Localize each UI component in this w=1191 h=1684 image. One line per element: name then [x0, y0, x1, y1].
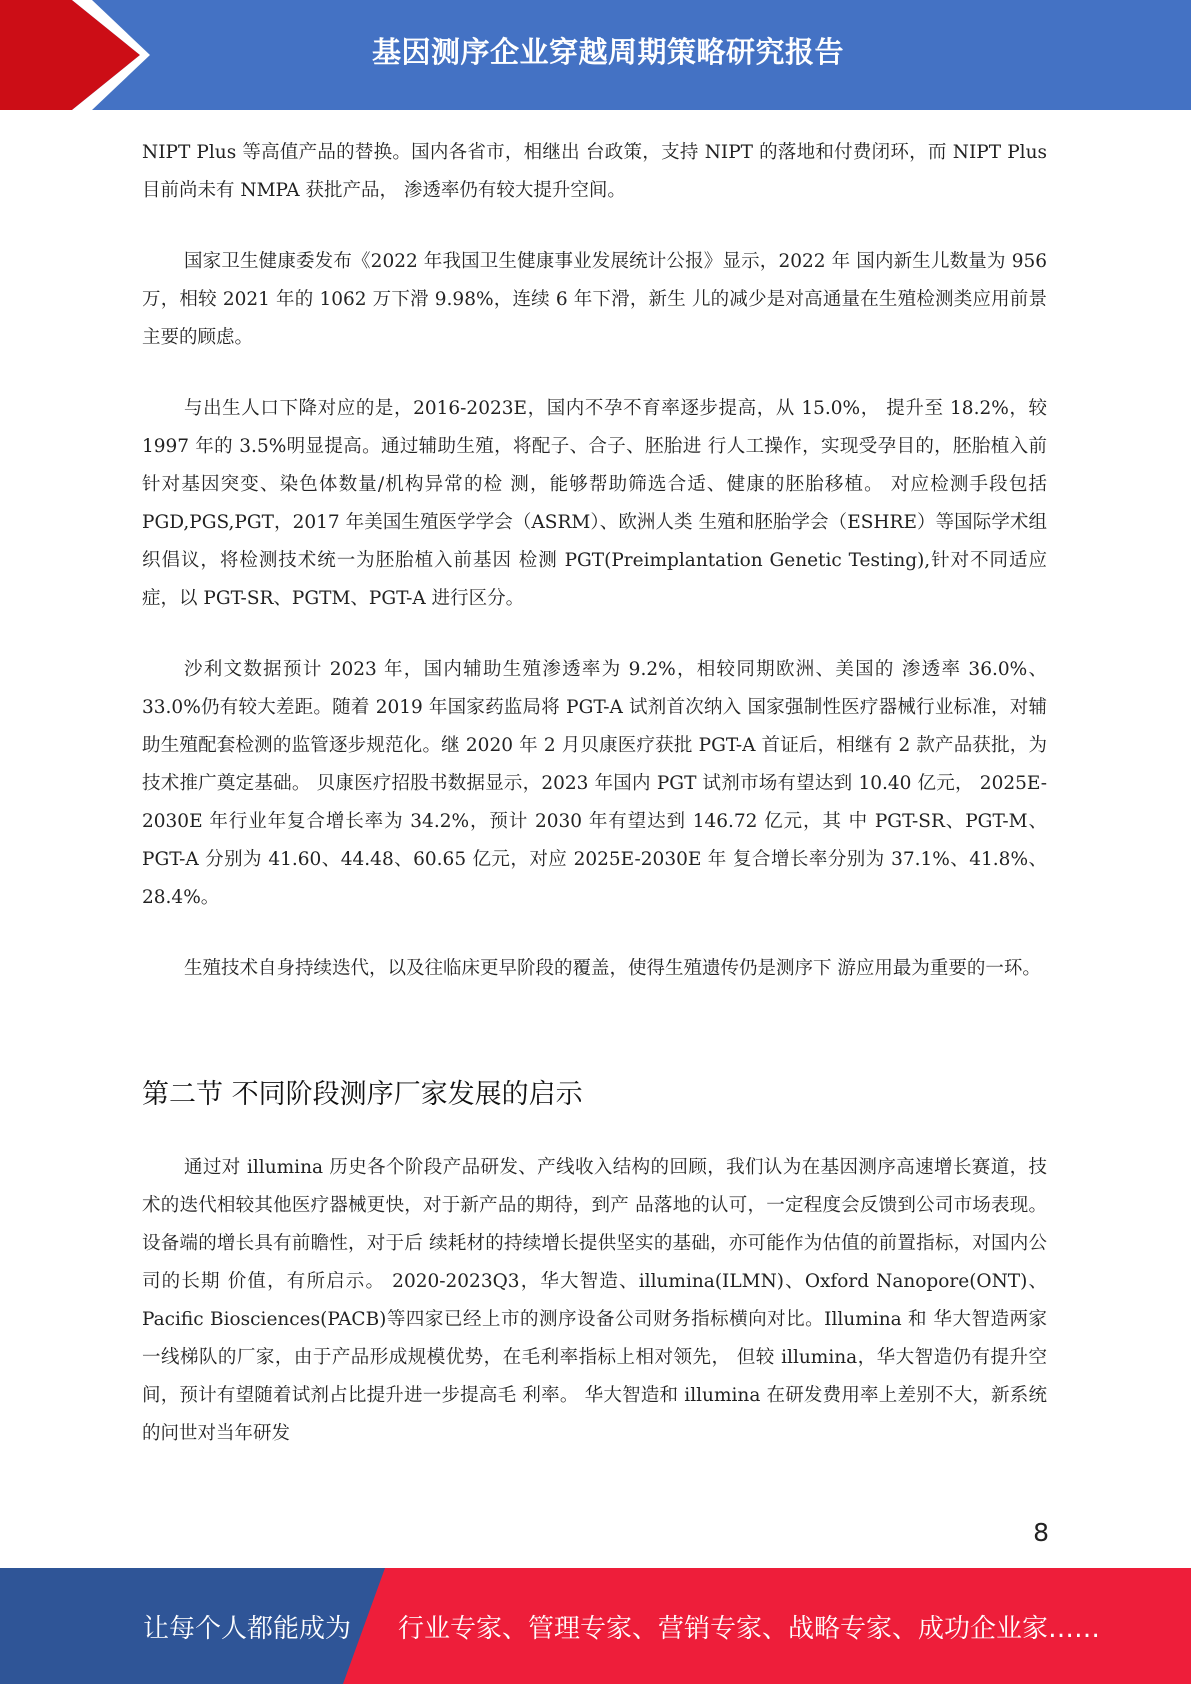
footer-slogan-right: 行业专家、管理专家、营销专家、战略专家、成功企业家…… [398, 1613, 1101, 1644]
footer-slogan-left: 让每个人都能成为 [143, 1613, 352, 1644]
document-body [142, 134, 1047, 1486]
paragraph-reproductive-tech: 生殖技术自身持续迭代，以及往临床更早阶段的覆盖，使得生殖遗传仍是测序下 游应用最为重要的一环。 [184, 958, 1041, 979]
report-title-text: 基因测序企业穿越周期策略研究报告 [371, 34, 844, 69]
section-heading: 第二节 不同阶段测序厂家发展的启示 [142, 1079, 583, 1110]
footer-banner [0, 1568, 1191, 1684]
page-number: 8 [1033, 1518, 1049, 1547]
paragraph-pgt-market: 沙利文数据预计 2023 年，国内辅助生殖渗透率为 9.2%，相较同期欧洲、美国的 渗透率 36.0%、33.0%仍有较大差距。随着 2019 年国家药监局将 PGT-A 试剂首次纳入 国家强制性医疗器械行业标准，对辅助生殖配套检测的监管逐步规范化。继 2020 年 2 月贝康医疗获批 PGT-A 首证后，相继有 2 款产品获批，为技术推广奠定基础。 贝康医疗招股书数据显示，2023 年国内 PGT 试剂市场有望达到 10.40 亿元， 2025E-2030E 年行业年复合增长率为 34.2%，预计 2030 年有望达到 146.72 亿元，其 中 PGT-SR、PGT-M、PGT-A 分别为 41.60、44.48、60.65 亿元，对应 2025E-2030E 年 复合增长率分别为 37.1%、41.8%、28.4%。 [142, 659, 1047, 908]
paragraph-newborn: 国家卫生健康委发布《2022 年我国卫生健康事业发展统计公报》显示，2022 年 国内新生儿数量为 956 万，相较 2021 年的 1062 万下滑 9.98%，连续 6 年下滑，新生 儿的减少是对高通量在生殖检测类应用前景主要的顾虑。 [142, 251, 1047, 348]
header-banner [0, 0, 1191, 110]
report-title [0, 0, 1191, 100]
paragraph-section-intro: 通过对 illumina 历史各个阶段产品研发、产线收入结构的回顾，我们认为在基因测序高速增长赛道，技术的迭代相较其他医疗器械更快，对于新产品的期待，到产 品落地的认可，一定程度会反馈到公司市场表现。设备端的增长具有前瞻性，对于后 续耗材的持续增长提供坚实的基础，亦可能作为估值的前置指标，对国内公司的长期 价值，有所启示。 2020-2023Q3，华大智造、illumina(ILMN)、Oxford Nanopore(ONT)、Pacific Biosciences(PACB)等四家已经上市的测序设备公司财务指标横向对比。Illumina 和 华大智造两家一线梯队的厂家，由于产品形成规模优势，在毛利率指标上相对领先， 但较 illumina，华大智造仍有提升空间，预计有望随着试剂占比提升进一步提高毛 利率。 华大智造和 illumina 在研发费用率上差别不大，新系统的问世对当年研发 [142, 1157, 1047, 1444]
paragraph-infertility: 与出生人口下降对应的是，2016-2023E，国内不孕不育率逐步提高，从 15.0%， 提升至 18.2%，较 1997 年的 3.5%明显提高。通过辅助生殖，将配子、合子、胚胎进 行人工操作，实现受孕目的，胚胎植入前针对基因突变、染色体数量/机构异常的检 测，能够帮助筛选合适、健康的胚胎移植。 对应检测手段包括 PGD,PGS,PGT，2017 年美国生殖医学学会（ASRM）、欧洲人类 生殖和胚胎学会（ESHRE）等国际学术组织倡议，将检测技术统一为胚胎植入前基因 检测 PGT(Preimplantation Genetic Testing),针对不同适应症，以 PGT-SR、PGTM、PGT-A 进行区分。 [142, 398, 1047, 609]
paragraph-nipt: NIPT Plus 等高值产品的替换。国内各省市，相继出 台政策，支持 NIPT 的落地和付费闭环，而 NIPT Plus 目前尚未有 NMPA 获批产品， 渗透率仍有较大提升空间。 [142, 142, 1047, 201]
